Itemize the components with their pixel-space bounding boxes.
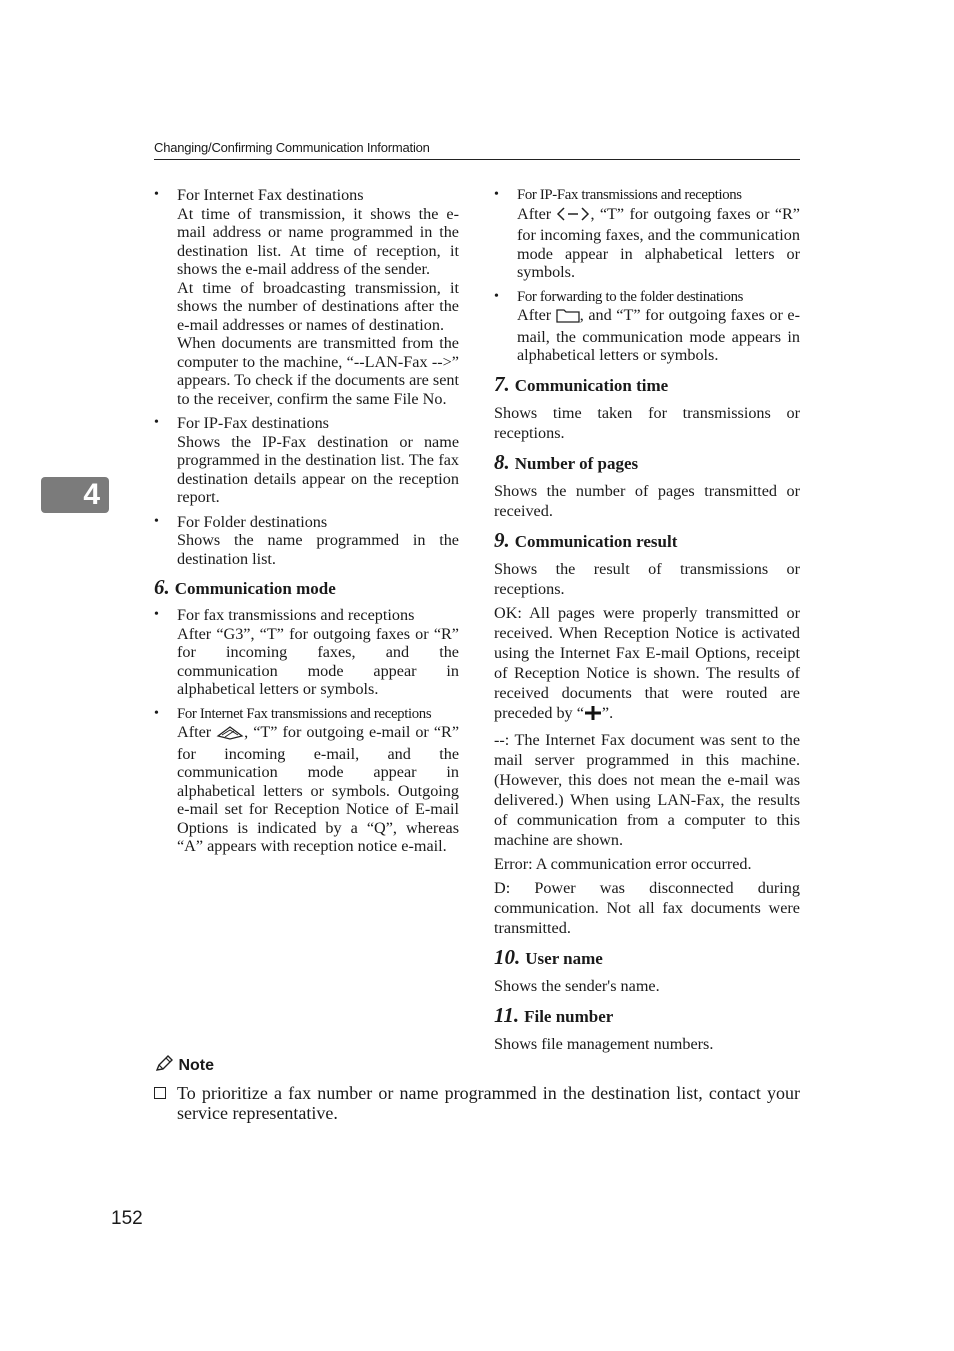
list-item	[494, 288, 800, 365]
list-item	[154, 414, 459, 507]
right-column	[494, 186, 800, 1058]
folder-icon	[556, 307, 580, 328]
item-text	[517, 205, 800, 282]
note-box	[154, 1055, 800, 1123]
bullet-icon: •	[154, 607, 159, 622]
checkbox-icon	[154, 1087, 166, 1099]
item-title: For IP-Fax destinations	[177, 414, 329, 432]
plus-icon	[584, 705, 602, 726]
list-item	[154, 705, 459, 856]
ip-fax-arrows-icon	[556, 206, 590, 227]
section-number: 10.	[494, 944, 521, 969]
section-title: Communication time	[514, 375, 669, 395]
header-title: Changing/Confirming Communication Information	[154, 140, 430, 155]
item-title: For fax transmissions and receptions	[177, 606, 415, 624]
section-title: File number	[524, 1006, 614, 1026]
item-title: For Internet Fax destinations	[177, 186, 364, 204]
list-item	[154, 606, 459, 699]
section-heading	[494, 529, 800, 553]
email-mode-icon	[216, 724, 244, 745]
item-text: Shows the name programmed in the destination list.	[177, 531, 459, 568]
item-text-after: After	[177, 723, 212, 741]
section-text: Shows time taken for transmissions or receptions.	[494, 403, 800, 442]
section-title: Communication mode	[174, 579, 336, 598]
ok-text: OK: All pages were properly transmitted or received. When Reception Notice is activated using the Internet Fax E-mail Options, receipt of Reception Notice is shown. The results of received documents that were routed are preceded by “	[494, 603, 800, 722]
item-text	[517, 306, 800, 365]
note-heading	[154, 1055, 800, 1079]
section-number: 9.	[494, 527, 510, 552]
item-text: When documents are transmitted from the computer to the machine, “--LAN-Fax -->” appears. To check if the documents are sent to the receiver, confirm the same File No.	[177, 334, 459, 408]
section-text: Shows file management numbers.	[494, 1034, 714, 1053]
bullet-icon: •	[154, 705, 159, 721]
bullet-icon: •	[494, 288, 499, 304]
section-text: Shows the sender's name.	[494, 976, 660, 995]
section-text: --: The Internet Fax document was sent to the mail server programmed in this machine. (However, this does not mean the e-mail was delivered.) When using LAN-Fax, the results of communication from a computer to this machine are shown.	[494, 730, 800, 849]
item-text: At time of broadcasting transmission, it shows the number of destinations after the e-mail addresses or names of destination.	[177, 278, 459, 334]
note-text: To prioritize a fax number or name programmed in the destination list, contact your service representative.	[177, 1083, 800, 1123]
bullet-icon: •	[154, 187, 159, 202]
bullet-icon: •	[154, 415, 159, 430]
section-heading	[494, 1004, 800, 1028]
item-title: For IP-Fax transmissions and receptions	[517, 187, 742, 203]
item-title: For Folder destinations	[177, 512, 328, 531]
section-title: Number of pages	[514, 453, 639, 473]
item-text: At time of transmission, it shows the e-mail address or name programmed in the destination list. At time of reception, it shows the e-mail address of the sender.	[177, 204, 459, 278]
list-item	[154, 513, 459, 569]
note-title: Note	[178, 1057, 215, 1074]
section-title: User name	[525, 948, 603, 968]
pencil-icon	[154, 1055, 174, 1079]
item-text-rest: , “T” for outgoing faxes or “R” for incoming faxes, and the communication mode appear in alphabetical letters or symbols.	[517, 204, 800, 281]
section-heading	[494, 946, 800, 970]
left-column	[154, 186, 459, 862]
item-text-rest: , “T” for outgoing e-mail or “R” for incoming e-mail, and the communication mode appear in alphabetical letters or symbols. Outgoing e-mail set for Reception Notice of E-mail Options is indicated by a “Q”, whereas “A” appears with reception notice e-mail.	[177, 723, 459, 855]
item-title: For Internet Fax transmissions and receptions	[177, 705, 432, 722]
chapter-tab: 4	[41, 477, 109, 513]
running-header	[154, 139, 800, 160]
section-text: D: Power was disconnected during communication. Not all fax documents were transmitted.	[494, 878, 800, 937]
note-item	[154, 1083, 800, 1123]
section-number: 8.	[494, 449, 510, 474]
section-number: 6.	[154, 575, 170, 599]
item-text-after: After	[517, 306, 552, 324]
page-number: 152	[111, 1208, 143, 1229]
ok-text-end: ”.	[601, 703, 614, 722]
item-title: For forwarding to the folder destinations	[517, 288, 744, 305]
section-text: Shows the number of pages transmitted or received.	[494, 481, 800, 520]
section-heading	[154, 576, 459, 600]
item-text: After “G3”, “T” for outgoing faxes or “R” for incoming faxes, and the communication mode appear in alphabetical letters or symbols.	[177, 624, 459, 698]
bullet-icon: •	[494, 187, 499, 202]
section-text: Shows the result of transmissions or receptions.	[494, 559, 800, 598]
item-text	[177, 723, 459, 856]
item-text-rest: , and “T” for outgoing faxes or e-mail, the communication mode appears in alphabetical letters or symbols.	[517, 306, 801, 364]
list-item	[494, 186, 800, 282]
section-title: Communication result	[514, 531, 678, 551]
section-heading	[494, 451, 800, 475]
section-text	[494, 603, 800, 726]
section-text: Error: A communication error occurred.	[494, 854, 752, 873]
section-number: 7.	[494, 371, 510, 396]
section-number: 11.	[494, 1002, 520, 1027]
list-item	[154, 186, 459, 408]
section-heading	[494, 373, 800, 397]
item-text-after: After	[517, 204, 552, 223]
bullet-icon: •	[154, 513, 159, 529]
item-text: Shows the IP-Fax destination or name programmed in the destination list. The fax destination details appear on the reception report.	[177, 432, 459, 506]
